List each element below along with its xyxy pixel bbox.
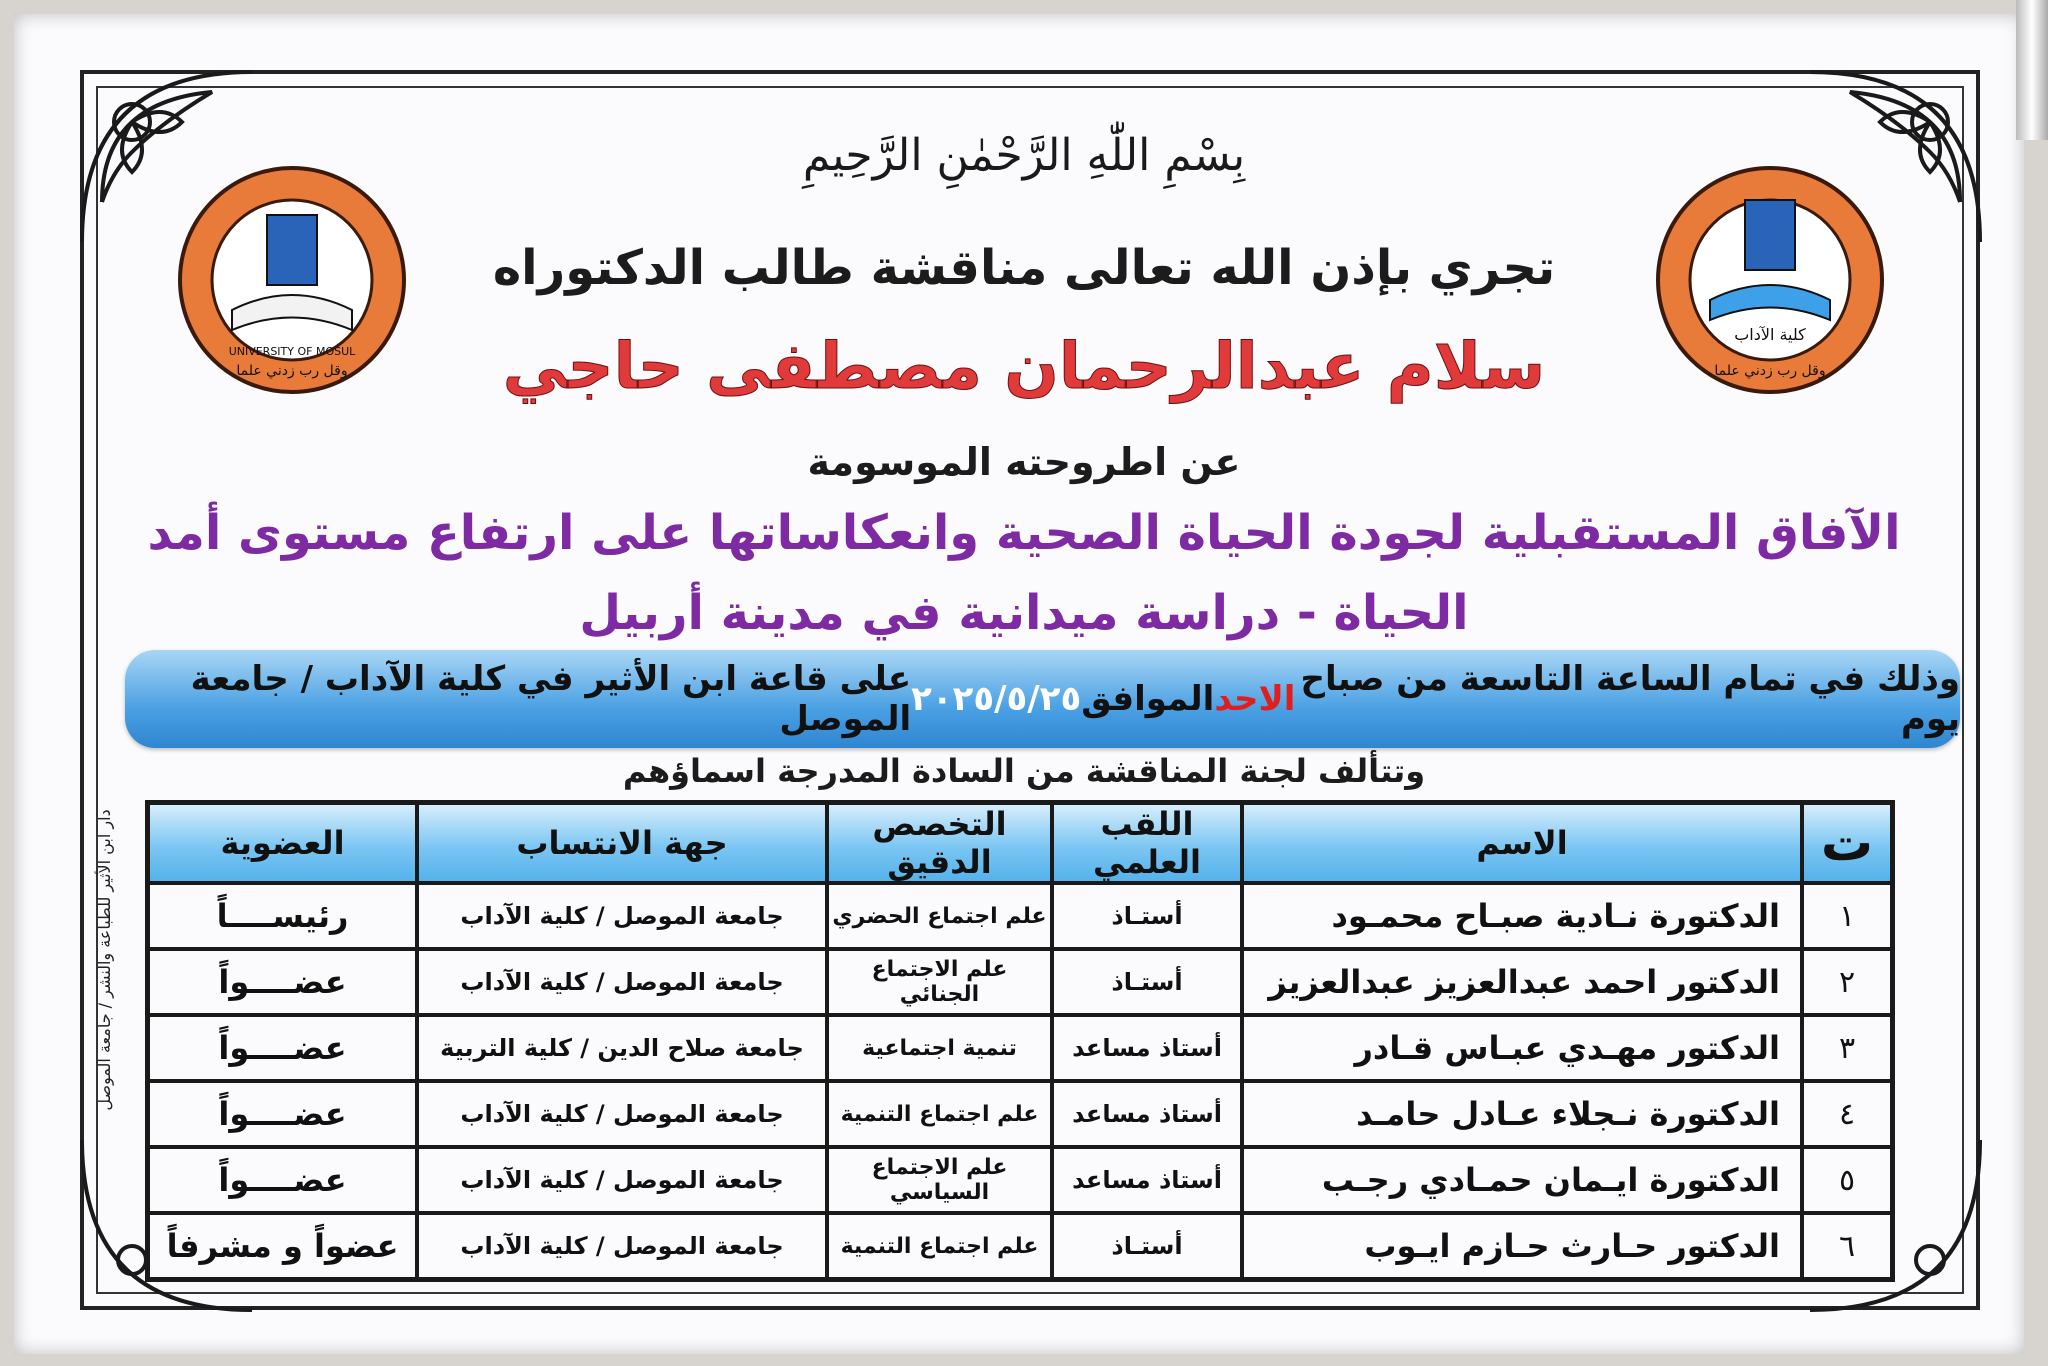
member-specialization: علم اجتماع التنمية	[827, 1213, 1052, 1279]
table-row	[148, 1213, 1892, 1279]
schedule-location: على قاعة ابن الأثير في كلية الآداب / جامعة الموصل	[190, 659, 912, 739]
table-row	[148, 949, 1892, 1015]
row-num: ٥	[1802, 1147, 1892, 1213]
schedule-text: وذلك في تمام الساعة التاسعة من صباح يوم	[1300, 659, 1960, 739]
table-row	[148, 883, 1892, 949]
member-rank: أستاذ مساعد	[1052, 1081, 1242, 1147]
member-specialization: علم اجتماع الحضري	[827, 883, 1052, 949]
banner-rod	[2016, 0, 2048, 140]
committee-table-wrapper	[145, 800, 1895, 1280]
thesis-label: عن اطروحته الموسومة	[807, 440, 1241, 484]
member-rank: أستاذ مساعد	[1052, 1147, 1242, 1213]
thesis-title-line-2: الحياة - دراسة ميدانية في مدينة أربيل	[579, 585, 1469, 641]
printer-credit: دار ابن الأثير للطباعة والنشر / جامعة الموصل	[95, 809, 114, 1111]
member-affiliation: جامعة صلاح الدين / كلية التربية	[417, 1015, 827, 1081]
row-num: ٢	[1802, 949, 1892, 1015]
basmala: بِسْمِ اللّٰهِ الرَّحْمٰنِ الرَّحِيمِ	[802, 130, 1246, 181]
member-role: عضواً و مشرفاً	[148, 1213, 417, 1279]
header-name: الاسم	[1242, 803, 1802, 883]
table-row	[148, 1147, 1892, 1213]
intro-line: تجري بإذن الله تعالى مناقشة طالب الدكتوراه	[492, 240, 1556, 296]
committee-intro: وتتألف لجنة المناقشة من السادة المدرجة اسماؤهم	[622, 752, 1426, 790]
schedule-bar	[125, 650, 1960, 748]
student-name: سلام عبدالرحمان مصطفى حاجي	[502, 330, 1546, 404]
logo-motto: وقل رب زدني علما	[236, 363, 348, 379]
table-row	[148, 1081, 1892, 1147]
member-name: الدكتورة ايـمان حمـادي رجـب	[1242, 1147, 1802, 1213]
member-affiliation: جامعة الموصل / كلية الآداب	[417, 883, 827, 949]
logo-college-label: كلية الآداب	[1734, 325, 1806, 344]
member-rank: أستـاذ	[1052, 883, 1242, 949]
member-name: الدكتور مهـدي عبـاس قـادر	[1242, 1015, 1802, 1081]
member-rank: أستاذ مساعد	[1052, 1015, 1242, 1081]
member-specialization: علم الاجتماع السياسي	[827, 1147, 1052, 1213]
table-header-row	[148, 803, 1892, 883]
member-rank: أستـاذ	[1052, 1213, 1242, 1279]
row-num: ٣	[1802, 1015, 1892, 1081]
member-name: الدكتور احمد عبدالعزيز عبدالعزيز	[1242, 949, 1802, 1015]
member-role: عضــــواً	[148, 1147, 417, 1213]
member-role: رئيســــاً	[148, 883, 417, 949]
member-role: عضــــواً	[148, 1015, 417, 1081]
member-specialization: علم اجتماع التنمية	[827, 1081, 1052, 1147]
schedule-date: ٢٠٢٥/٥/٢٥	[911, 679, 1082, 719]
member-role: عضــــواً	[148, 1081, 417, 1147]
header-affiliation: جهة الانتساب	[417, 803, 827, 883]
header-spec: التخصص الدقيق	[827, 803, 1052, 883]
row-num: ١	[1802, 883, 1892, 949]
row-num: ٤	[1802, 1081, 1892, 1147]
member-affiliation: جامعة الموصل / كلية الآداب	[417, 949, 827, 1015]
member-affiliation: جامعة الموصل / كلية الآداب	[417, 1213, 827, 1279]
header-num: ت	[1802, 803, 1892, 883]
member-specialization: علم الاجتماع الجنائي	[827, 949, 1052, 1015]
logo-university-text: UNIVERSITY OF MOSUL	[228, 345, 356, 358]
schedule-text: الموافق	[1081, 679, 1215, 719]
member-name: الدكتورة نـجلاء عـادل حامـد	[1242, 1081, 1802, 1147]
member-affiliation: جامعة الموصل / كلية الآداب	[417, 1081, 827, 1147]
row-num: ٦	[1802, 1213, 1892, 1279]
logo-motto: وقل رب زدني علما	[1714, 363, 1826, 379]
committee-table	[145, 800, 1895, 1282]
table-row	[148, 1015, 1892, 1081]
member-rank: أستـاذ	[1052, 949, 1242, 1015]
member-role: عضــــواً	[148, 949, 417, 1015]
member-name: الدكتورة نـادية صبـاح محمـود	[1242, 883, 1802, 949]
thesis-title-line-1: الآفاق المستقبلية لجودة الحياة الصحية وانعكاساتها على ارتفاع مستوى أمد	[147, 505, 1901, 561]
member-specialization: تنمية اجتماعية	[827, 1015, 1052, 1081]
header-rank: اللقب العلمي	[1052, 803, 1242, 883]
member-name: الدكتور حـارث حـازم ايـوب	[1242, 1213, 1802, 1279]
schedule-day: الاحد	[1214, 679, 1296, 719]
member-affiliation: جامعة الموصل / كلية الآداب	[417, 1147, 827, 1213]
header-role: العضوية	[148, 803, 417, 883]
